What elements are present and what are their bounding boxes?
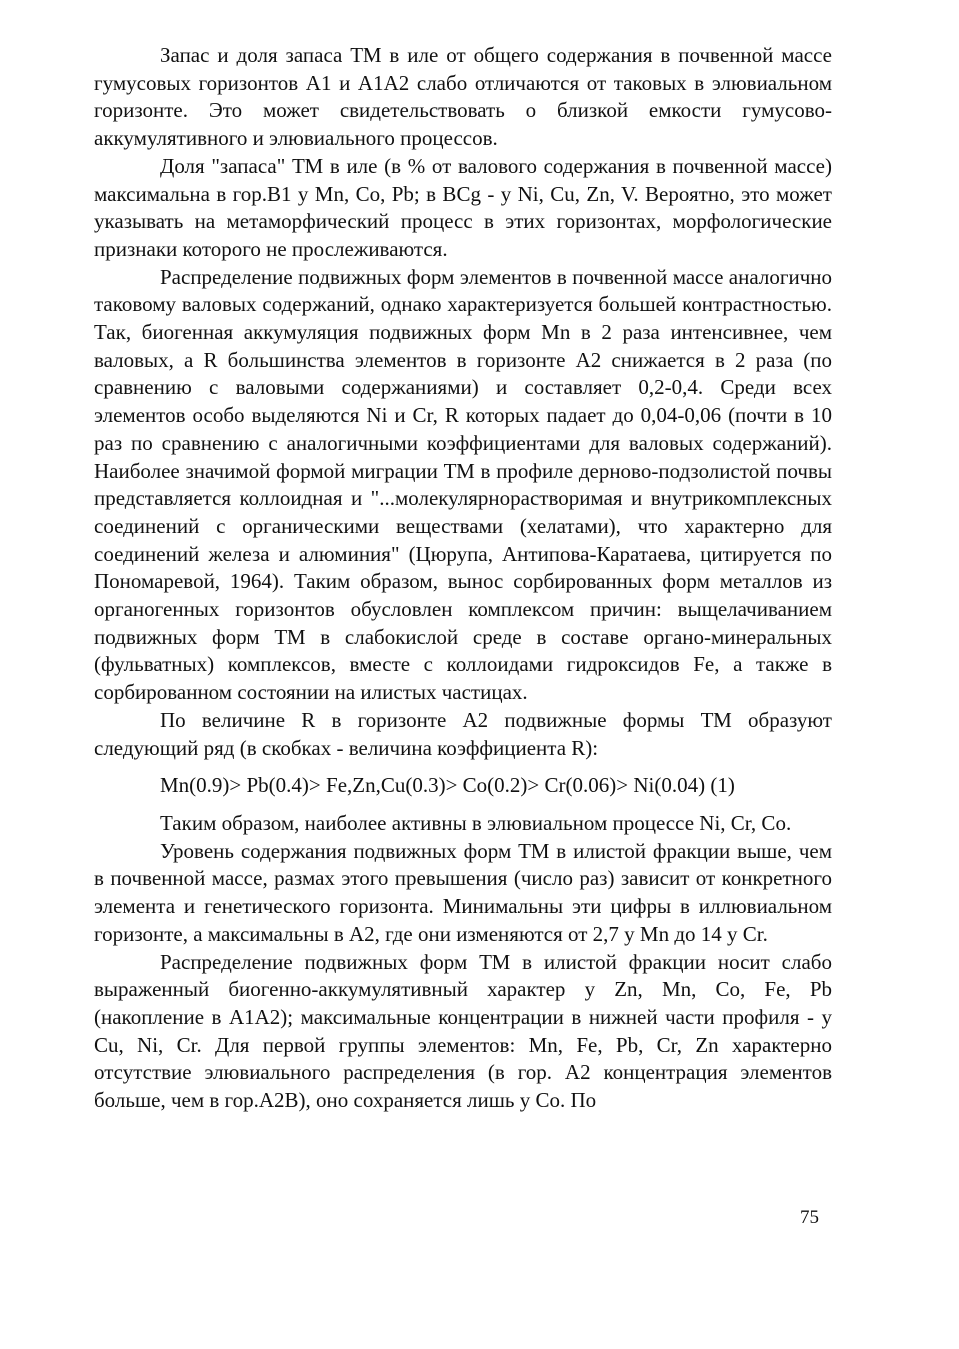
paragraph-7: Распределение подвижных форм ТМ в илистой фракции носит слабо выраженный биогенно-аккумулятивный характер у Zn, Mn, Co, Fe, Pb (накопление в А1А2); максимальные концентрации в нижней части профиля - у Cu, Ni, Cr. Для первой группы элементов: Mn, Fe, Pb, Cr, Zn характерно отсутствие элювиального распределения (в гор. А2 концентрация элементов больше, чем в гор.А2В), оно сохраняется лишь у Со. По	[94, 949, 832, 1113]
paragraph-4: По величине R в горизонте А2 подвижные формы ТМ образуют следующий ряд (в скобках - величина коэффициента R):	[94, 707, 832, 760]
page-body	[94, 42, 832, 1115]
page-number: 75	[800, 1207, 819, 1228]
formula-1: Mn(0.9)> Pb(0.4)> Fe,Zn,Cu(0.3)> Co(0.2)> Cr(0.06)> Ni(0.04) (1)	[160, 773, 735, 798]
paragraph-1: Запас и доля запаса ТМ в иле от общего содержания в почвенной массе гумусовых горизонтов А1 и А1А2 слабо отличаются от таковых в элювиальном горизонте. Это может свидетельствовать о близкой емкости гумусово-аккумулятивного и элювиального процессов.	[94, 43, 832, 151]
paragraph-6: Уровень содержания подвижных форм ТМ в илистой фракции выше, чем в почвенной массе, размах этого превышения (число раз) зависит от конкретного элемента и генетического горизонта. Минимальны эти цифры в иллювиальном горизонте, а максимальны в А2, где они изменяются от 2,7 у Mn до 14 у Cr.	[94, 838, 832, 946]
paragraph-2: Доля "запаса" ТМ в иле (в % от валового содержания в почвенной массе) максимальна в гор.В1 у Mn, Co, Pb; в BCg - у Ni, Cu, Zn, V. Вероятно, это может указывать на метаморфический процесс в этих горизонтах, морфологические признаки которого не прослеживаются.	[94, 153, 832, 261]
paragraph-3: Распределение подвижных форм элементов в почвенной массе аналогично таковому валовых содержаний, однако характеризуется большей контрастностью. Так, биогенная аккумуляция подвижных форм Mn в 2 раза интенсивнее, чем валовых, а R большинства элементов в горизонте А2 снижается в 2 раза (по сравнению с валовыми содержаниями) и составляет 0,2-0,4. Среди всех элементов особо выделяются Ni и Cr, R которых падает до 0,04-0,06 (почти в 10 раз по сравнению с аналогичными коэффициентами для валовых содержаний). Наиболее значимой формой миграции ТМ в профиле дерново-подзолистой почвы представляется коллоидная и "...молекулярнорастворимая и внутрикомплексных соединений с органическими веществами (хелатами), что характерно для соединений железа и алюминия" (Цюрупа, Антипова-Каратаева, цитируется по Пономаревой, 1964). Таким образом, вынос сорбированных форм металлов из органогенных горизонтов обусловлен комплексом причин: выщелачиванием подвижных форм ТМ в слабокислой среде в составе органо-минеральных (фульватных) комплексов, вместе с коллоидами гидроксидов Fe, а также в сорбированном состоянии на илистых частицах.	[94, 264, 832, 705]
paragraph-5: Таким образом, наиболее активны в элювиальном процессе Ni, Cr, Co.	[160, 810, 792, 835]
